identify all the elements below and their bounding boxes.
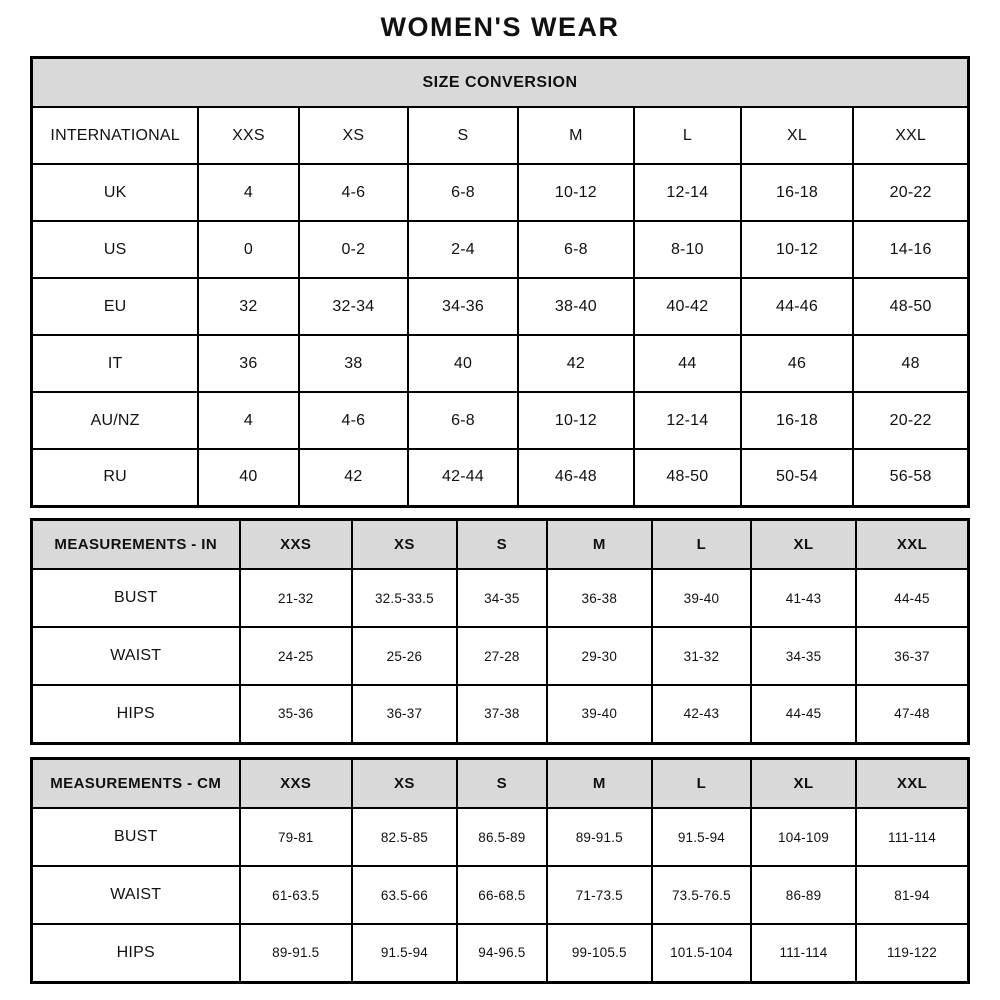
row-label: UK: [32, 164, 199, 221]
size-value-cell: 39-40: [652, 569, 751, 627]
size-value-cell: 8-10: [634, 221, 741, 278]
size-value-cell: 37-38: [457, 685, 547, 743]
size-value-cell: 4-6: [299, 164, 409, 221]
size-value-cell: 32: [198, 278, 298, 335]
size-value-cell: 10-12: [518, 392, 634, 449]
size-data-row: [32, 924, 969, 982]
size-value-cell: 42: [299, 449, 409, 506]
size-column-header: S: [457, 758, 547, 808]
row-label: AU/NZ: [32, 392, 199, 449]
size-column-header: XXS: [198, 107, 298, 164]
size-value-cell: 42-44: [408, 449, 518, 506]
size-value-cell: 40: [198, 449, 298, 506]
size-value-cell: 81-94: [856, 866, 969, 924]
size-value-cell: 46: [741, 335, 853, 392]
size-value-cell: 27-28: [457, 627, 547, 685]
size-value-cell: 32-34: [299, 278, 409, 335]
row-label: HIPS: [32, 924, 240, 982]
size-column-header: XL: [741, 107, 853, 164]
size-value-cell: 42: [518, 335, 634, 392]
size-data-row: [32, 335, 969, 392]
size-column-header: M: [547, 758, 652, 808]
size-value-cell: 36: [198, 335, 298, 392]
size-value-cell: 44-45: [856, 569, 969, 627]
row-label: WAIST: [32, 866, 240, 924]
row-label: IT: [32, 335, 199, 392]
row-label: BUST: [32, 569, 240, 627]
size-header-row: [32, 107, 969, 164]
size-value-cell: 91.5-94: [652, 808, 751, 866]
size-value-cell: 36-38: [547, 569, 652, 627]
size-column-header: S: [457, 519, 547, 569]
size-value-cell: 40: [408, 335, 518, 392]
size-column-header: XL: [751, 758, 856, 808]
size-value-cell: 10-12: [518, 164, 634, 221]
size-value-cell: 24-25: [240, 627, 352, 685]
size-column-header: M: [518, 107, 634, 164]
size-column-header: XXL: [856, 519, 969, 569]
size-data-row: [32, 392, 969, 449]
size-column-header: L: [634, 107, 741, 164]
measurements-in-body: [32, 519, 969, 743]
table-label-header: MEASUREMENTS - CM: [32, 758, 240, 808]
size-value-cell: 20-22: [853, 392, 968, 449]
size-value-cell: 34-35: [457, 569, 547, 627]
size-header-row: [32, 758, 969, 808]
size-column-header: XL: [751, 519, 856, 569]
size-value-cell: 6-8: [408, 392, 518, 449]
size-value-cell: 4-6: [299, 392, 409, 449]
size-conversion-table: [30, 56, 970, 508]
size-value-cell: 10-12: [741, 221, 853, 278]
size-value-cell: 44-45: [751, 685, 856, 743]
row-label: US: [32, 221, 199, 278]
size-data-row: [32, 685, 969, 743]
page-title: WOMEN'S WEAR: [380, 12, 620, 42]
size-value-cell: 14-16: [853, 221, 968, 278]
row-label: BUST: [32, 808, 240, 866]
size-value-cell: 73.5-76.5: [652, 866, 751, 924]
size-value-cell: 0: [198, 221, 298, 278]
size-chart-page: [30, 0, 970, 984]
size-value-cell: 6-8: [518, 221, 634, 278]
size-value-cell: 40-42: [634, 278, 741, 335]
table-label-header: MEASUREMENTS - IN: [32, 519, 240, 569]
size-conversion-body: [32, 107, 969, 506]
size-value-cell: 79-81: [240, 808, 352, 866]
size-value-cell: 2-4: [408, 221, 518, 278]
size-column-header: S: [408, 107, 518, 164]
size-data-row: [32, 221, 969, 278]
size-value-cell: 111-114: [856, 808, 969, 866]
measurements-in-table: [30, 518, 970, 745]
measurements-cm-table: [30, 757, 970, 984]
size-value-cell: 50-54: [741, 449, 853, 506]
size-column-header: XS: [299, 107, 409, 164]
size-value-cell: 38-40: [518, 278, 634, 335]
size-value-cell: 25-26: [352, 627, 457, 685]
size-column-header: L: [652, 519, 751, 569]
size-value-cell: 6-8: [408, 164, 518, 221]
row-label: RU: [32, 449, 199, 506]
size-column-header: XS: [352, 519, 457, 569]
size-value-cell: 29-30: [547, 627, 652, 685]
size-value-cell: 36-37: [856, 627, 969, 685]
size-value-cell: 89-91.5: [547, 808, 652, 866]
size-column-header: XXS: [240, 758, 352, 808]
size-column-header: XXL: [856, 758, 969, 808]
size-value-cell: 0-2: [299, 221, 409, 278]
size-value-cell: 66-68.5: [457, 866, 547, 924]
size-value-cell: 41-43: [751, 569, 856, 627]
size-value-cell: 71-73.5: [547, 866, 652, 924]
row-label: EU: [32, 278, 199, 335]
size-value-cell: 16-18: [741, 392, 853, 449]
size-value-cell: 46-48: [518, 449, 634, 506]
size-column-header: XXS: [240, 519, 352, 569]
size-value-cell: 12-14: [634, 164, 741, 221]
size-value-cell: 48-50: [634, 449, 741, 506]
size-column-header: XS: [352, 758, 457, 808]
size-value-cell: 34-36: [408, 278, 518, 335]
size-value-cell: 48-50: [853, 278, 968, 335]
size-value-cell: 101.5-104: [652, 924, 751, 982]
size-value-cell: 21-32: [240, 569, 352, 627]
size-value-cell: 12-14: [634, 392, 741, 449]
size-value-cell: 99-105.5: [547, 924, 652, 982]
size-value-cell: 4: [198, 164, 298, 221]
size-data-row: [32, 627, 969, 685]
size-data-row: [32, 164, 969, 221]
size-value-cell: 34-35: [751, 627, 856, 685]
size-value-cell: 48: [853, 335, 968, 392]
size-data-row: [32, 449, 969, 506]
row-label: WAIST: [32, 627, 240, 685]
size-column-header: XXL: [853, 107, 968, 164]
size-data-row: [32, 569, 969, 627]
size-value-cell: 47-48: [856, 685, 969, 743]
table-title-row: [32, 58, 969, 108]
size-conversion-title: SIZE CONVERSION: [32, 58, 969, 108]
table-label-header: INTERNATIONAL: [32, 107, 199, 164]
size-value-cell: 89-91.5: [240, 924, 352, 982]
size-value-cell: 94-96.5: [457, 924, 547, 982]
size-value-cell: 86-89: [751, 866, 856, 924]
size-value-cell: 119-122: [856, 924, 969, 982]
size-value-cell: 82.5-85: [352, 808, 457, 866]
size-value-cell: 42-43: [652, 685, 751, 743]
size-value-cell: 20-22: [853, 164, 968, 221]
size-value-cell: 39-40: [547, 685, 652, 743]
size-value-cell: 38: [299, 335, 409, 392]
size-data-row: [32, 278, 969, 335]
size-column-header: L: [652, 758, 751, 808]
size-value-cell: 32.5-33.5: [352, 569, 457, 627]
size-value-cell: 91.5-94: [352, 924, 457, 982]
size-value-cell: 61-63.5: [240, 866, 352, 924]
size-value-cell: 44: [634, 335, 741, 392]
size-value-cell: 44-46: [741, 278, 853, 335]
size-value-cell: 35-36: [240, 685, 352, 743]
size-value-cell: 63.5-66: [352, 866, 457, 924]
row-label: HIPS: [32, 685, 240, 743]
size-header-row: [32, 519, 969, 569]
size-data-row: [32, 866, 969, 924]
size-column-header: M: [547, 519, 652, 569]
size-value-cell: 16-18: [741, 164, 853, 221]
size-value-cell: 31-32: [652, 627, 751, 685]
measurements-cm-body: [32, 758, 969, 982]
size-value-cell: 56-58: [853, 449, 968, 506]
size-value-cell: 4: [198, 392, 298, 449]
size-value-cell: 104-109: [751, 808, 856, 866]
size-value-cell: 36-37: [352, 685, 457, 743]
size-value-cell: 86.5-89: [457, 808, 547, 866]
size-value-cell: 111-114: [751, 924, 856, 982]
size-data-row: [32, 808, 969, 866]
